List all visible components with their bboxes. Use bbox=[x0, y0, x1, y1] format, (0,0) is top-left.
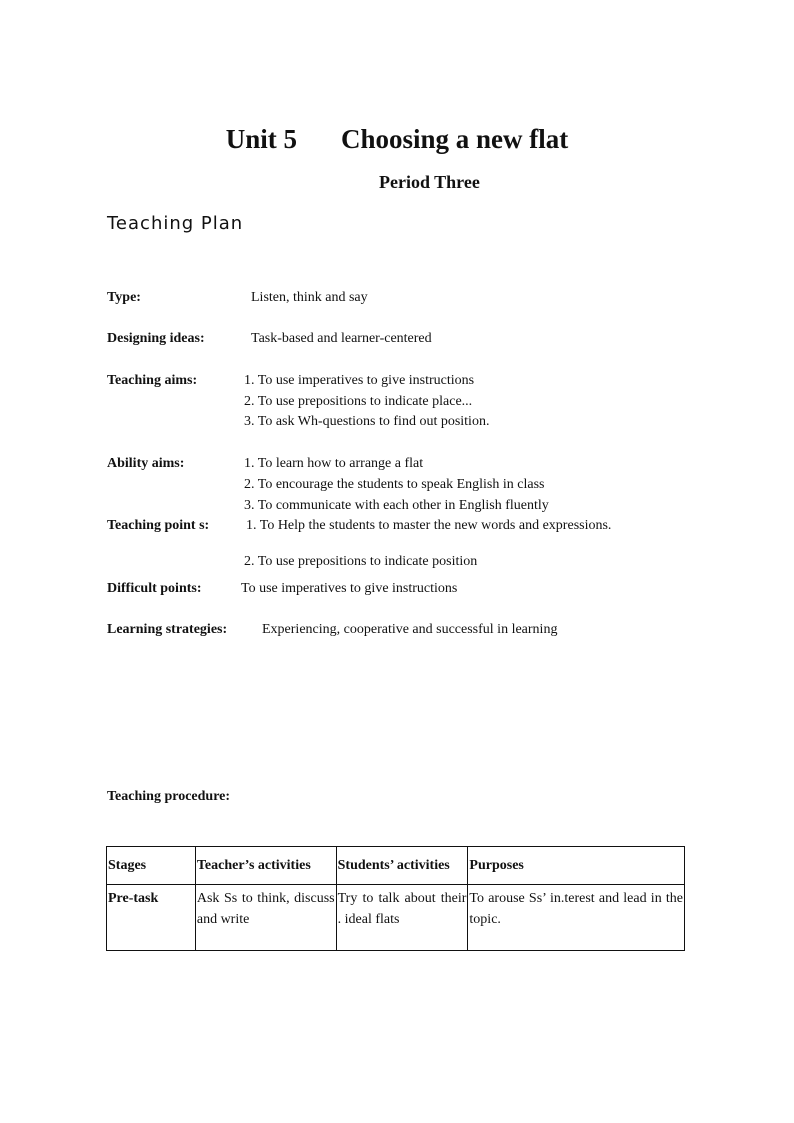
table-header-cell: Purposes bbox=[468, 847, 685, 885]
table-header-cell: Students’ activities bbox=[336, 847, 468, 885]
teaching-point-item: 1. To Help the students to master the new words and expressions. bbox=[246, 518, 612, 533]
table-header-cell: Teacher’s activities bbox=[195, 847, 336, 885]
title-unit: Unit 5 bbox=[225, 124, 297, 154]
difficult-points-label: Difficult points: bbox=[107, 581, 202, 596]
difficult-points-value: To use imperatives to give instructions bbox=[241, 581, 458, 596]
teaching-aim-item: 2. To use prepositions to indicate place... bbox=[244, 394, 473, 409]
designing-label: Designing ideas: bbox=[107, 331, 205, 346]
table-cell-teacher: Ask Ss to think, discuss and write bbox=[195, 885, 336, 951]
teaching-points-label: Teaching point s: bbox=[107, 518, 210, 533]
ability-aim-item: 1. To learn how to arrange a flat bbox=[244, 456, 424, 471]
teaching-procedure-label: Teaching procedure: bbox=[107, 789, 231, 804]
table-row bbox=[107, 885, 685, 951]
designing-value: Task-based and learner-centered bbox=[251, 331, 432, 346]
ability-aim-item: 2. To encourage the students to speak English in class bbox=[244, 477, 545, 492]
teaching-point-item: 2. To use prepositions to indicate position bbox=[244, 554, 478, 569]
plan-heading: Teaching Plan bbox=[107, 213, 244, 234]
title-topic: Choosing a new flat bbox=[340, 124, 569, 154]
type-value: Listen, think and say bbox=[251, 290, 368, 305]
teaching-aims-label: Teaching aims: bbox=[107, 373, 198, 388]
ability-aim-item: 3. To communicate with each other in English fluently bbox=[244, 498, 549, 513]
teaching-aim-item: 1. To use imperatives to give instructions bbox=[244, 373, 475, 388]
period-subtitle: Period Three bbox=[379, 172, 480, 192]
document-title bbox=[0, 124, 794, 155]
table-cell-purpose: To arouse Ss’ in.terest and lead in the topic. bbox=[468, 885, 685, 951]
procedure-table bbox=[106, 846, 685, 951]
learning-strategies-value: Experiencing, cooperative and successful in learning bbox=[262, 622, 558, 637]
table-header-row bbox=[107, 847, 685, 885]
type-label: Type: bbox=[107, 290, 141, 305]
teaching-aim-item: 3. To ask Wh-questions to find out position. bbox=[244, 414, 490, 429]
table-cell-stage: Pre-task bbox=[107, 885, 196, 951]
table-header-cell: Stages bbox=[107, 847, 196, 885]
table-cell-students: Try to talk about their . ideal flats bbox=[336, 885, 468, 951]
learning-strategies-label: Learning strategies: bbox=[107, 622, 228, 637]
ability-aims-label: Ability aims: bbox=[107, 456, 185, 471]
